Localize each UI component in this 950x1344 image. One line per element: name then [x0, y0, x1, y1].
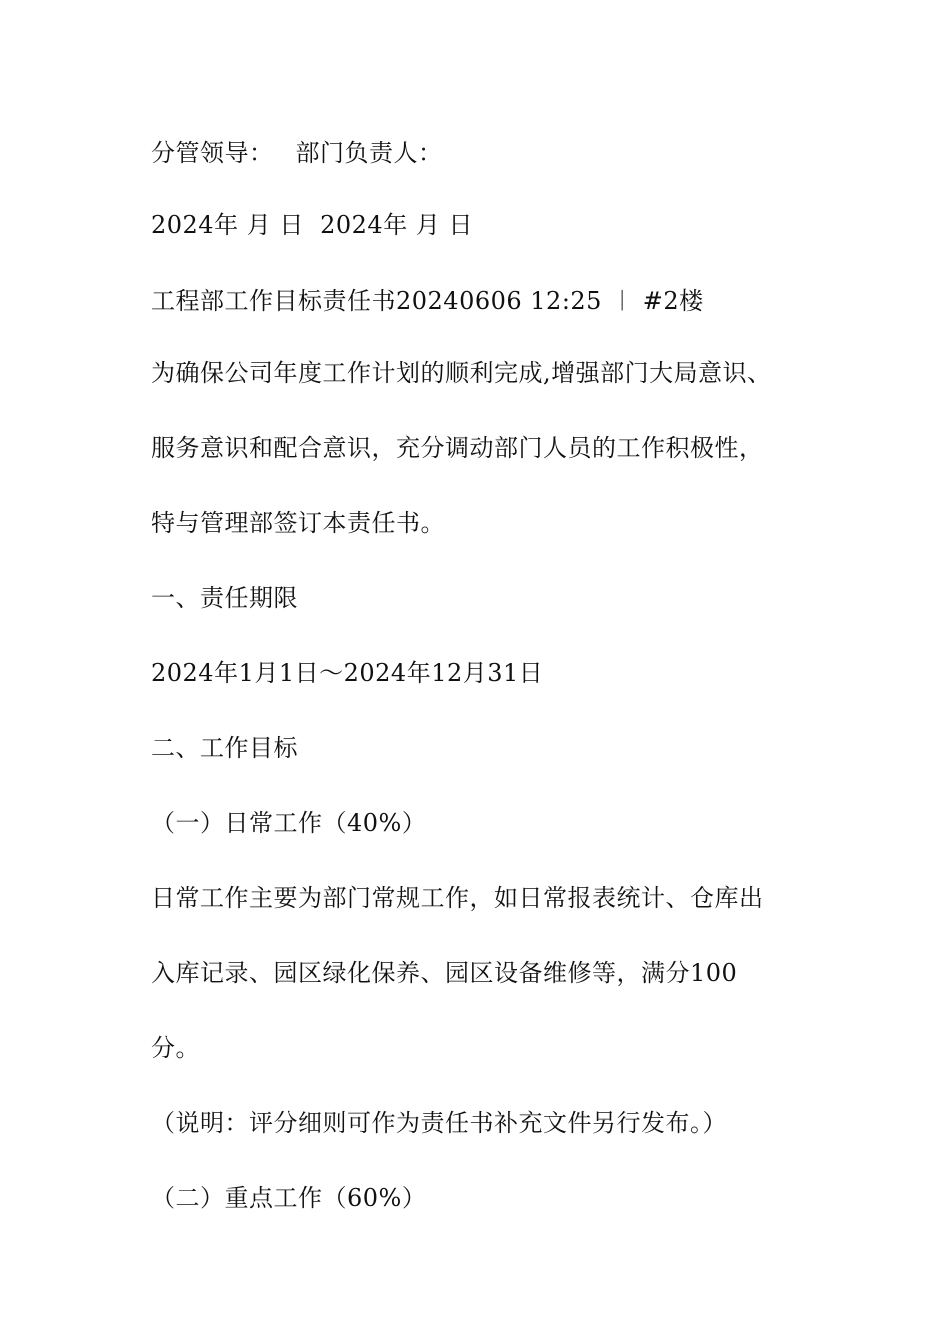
- date-line: [151, 210, 473, 240]
- sub-heading-key-work: （二）重点工作（60%）: [151, 1184, 427, 1212]
- section-heading-goals: 二、工作目标: [151, 734, 298, 762]
- intro-line-3: 特与管理部签订本责任书。: [151, 509, 445, 537]
- signature-line: [151, 138, 443, 168]
- intro-line-1: 为确保公司年度工作计划的顺利完成,增强部门大局意识、: [151, 359, 772, 387]
- sub-heading-daily-work: （一）日常工作（40%）: [151, 809, 427, 837]
- daily-work-line-1: 日常工作主要为部门常规工作，如日常报表统计、仓库出: [151, 884, 764, 912]
- intro-line-2: 服务意识和配合意识，充分调动部门人员的工作积极性，: [151, 434, 764, 462]
- supervisor-label: 分管领导：: [151, 139, 274, 167]
- post-header: 工程部工作目标责任书20240606 12:25 ︱ #2楼: [151, 287, 704, 315]
- right-date: 2024年 月 日: [320, 211, 473, 239]
- daily-work-line-3: 分。: [151, 1034, 200, 1062]
- term-period: 2024年1月1日～2024年12月31日: [151, 659, 544, 687]
- section-heading-term: 一、责任期限: [151, 584, 298, 612]
- scoring-note: （说明：评分细则可作为责任书补充文件另行发布。）: [151, 1109, 727, 1137]
- daily-work-line-2: 入库记录、园区绿化保养、园区设备维修等，满分100: [151, 959, 738, 987]
- department-head-label: 部门负责人：: [295, 139, 443, 167]
- left-date: 2024年 月 日: [151, 211, 304, 239]
